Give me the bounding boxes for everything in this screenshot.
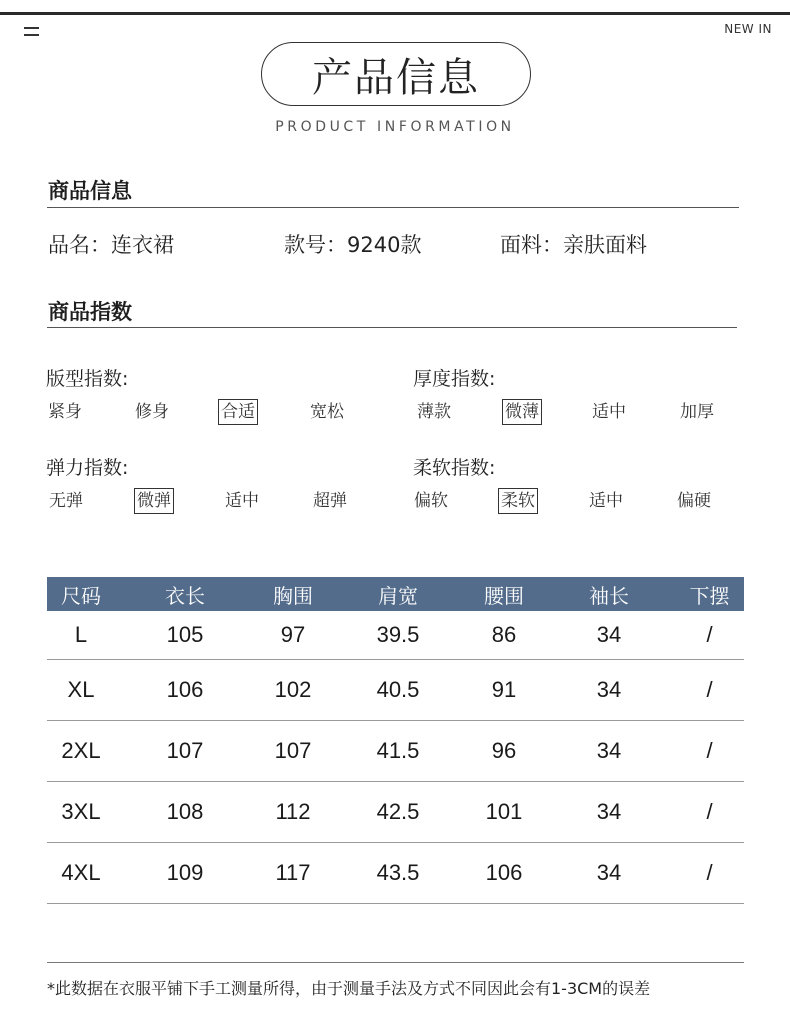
table-cell: 42.5: [331, 782, 465, 843]
table-cell: 39.5: [331, 611, 465, 660]
elasticity-option: 超弹: [313, 491, 347, 511]
page-subtitle: PRODUCT INFORMATION: [275, 119, 515, 135]
page-title: 产品信息: [261, 42, 531, 106]
table-cell: 4XL: [47, 843, 115, 904]
table-cell: 101: [465, 782, 543, 843]
table-cell: 86: [465, 611, 543, 660]
table-cell: L: [47, 611, 115, 660]
table-header-row: [47, 577, 744, 611]
table-cell: 107: [115, 721, 255, 782]
thickness-option: 适中: [592, 402, 626, 422]
table-cell: 34: [543, 782, 675, 843]
fit-option: 修身: [135, 402, 169, 422]
table-cell: 43.5: [331, 843, 465, 904]
thickness-option-selected: 微薄: [502, 399, 542, 425]
table-cell: 106: [115, 660, 255, 721]
goods-index-divider: [47, 327, 737, 328]
table-cell: /: [675, 843, 744, 904]
column-header-shoulder: 肩宽: [331, 577, 465, 611]
table-cell: 91: [465, 660, 543, 721]
table-cell: /: [675, 611, 744, 660]
hamburger-icon[interactable]: [24, 27, 39, 37]
goods-info-heading: 商品信息: [48, 179, 132, 203]
table-cell: 106: [465, 843, 543, 904]
softness-option: 偏硬: [677, 491, 711, 511]
goods-index-heading: 商品指数: [48, 300, 132, 324]
table-cell: 102: [255, 660, 331, 721]
elasticity-index-label: 弹力指数:: [46, 457, 129, 479]
column-header-waist: 腰围: [465, 577, 543, 611]
table-cell: 2XL: [47, 721, 115, 782]
thickness-option: 薄款: [417, 402, 451, 422]
column-header-hem: 下摆: [675, 577, 744, 611]
table-cell: 108: [115, 782, 255, 843]
table-cell: 96: [465, 721, 543, 782]
fit-option: 宽松: [310, 402, 344, 422]
table-cell: 41.5: [331, 721, 465, 782]
table-cell: 109: [115, 843, 255, 904]
table-cell: 34: [543, 660, 675, 721]
table-row: [47, 843, 744, 904]
table-row: [47, 611, 744, 660]
table-cell: 97: [255, 611, 331, 660]
fit-index-label: 版型指数:: [46, 368, 129, 390]
size-table: [47, 577, 744, 904]
column-header-sleeve: 袖长: [543, 577, 675, 611]
product-name: 品名：连衣裙: [48, 233, 174, 257]
softness-option: 适中: [589, 491, 623, 511]
elasticity-option: 无弹: [49, 491, 83, 511]
fit-option-selected: 合适: [218, 399, 258, 425]
table-cell: XL: [47, 660, 115, 721]
softness-option-selected: 柔软: [498, 488, 538, 514]
table-cell: 34: [543, 843, 675, 904]
new-in-link[interactable]: NEW IN: [724, 22, 772, 36]
top-divider: [0, 12, 790, 15]
table-cell: 112: [255, 782, 331, 843]
table-cell: 107: [255, 721, 331, 782]
elasticity-option-selected: 微弹: [134, 488, 174, 514]
softness-option: 偏软: [414, 491, 448, 511]
measurement-footnote: *此数据在衣服平铺下手工测量所得，由于测量手法及方式不同因此会有1-3CM的误差: [47, 979, 651, 998]
table-cell: 105: [115, 611, 255, 660]
column-header-size: 尺码: [47, 577, 115, 611]
thickness-index-label: 厚度指数:: [413, 368, 496, 390]
softness-index-label: 柔软指数:: [413, 457, 496, 479]
thickness-option: 加厚: [680, 402, 714, 422]
table-cell: /: [675, 782, 744, 843]
table-cell: 34: [543, 611, 675, 660]
fit-option: 紧身: [48, 402, 82, 422]
table-cell: 3XL: [47, 782, 115, 843]
elasticity-option: 适中: [225, 491, 259, 511]
table-cell: 34: [543, 721, 675, 782]
table-cell: 40.5: [331, 660, 465, 721]
table-cell: /: [675, 660, 744, 721]
table-row: [47, 660, 744, 721]
table-row: [47, 721, 744, 782]
footnote-divider: [47, 962, 744, 963]
product-fabric: 面料：亲肤面料: [500, 233, 647, 257]
column-header-length: 衣长: [115, 577, 255, 611]
table-cell: /: [675, 721, 744, 782]
column-header-bust: 胸围: [255, 577, 331, 611]
table-row: [47, 782, 744, 843]
product-model: 款号：9240款: [284, 233, 422, 257]
table-cell: 117: [255, 843, 331, 904]
goods-info-divider: [47, 207, 739, 208]
